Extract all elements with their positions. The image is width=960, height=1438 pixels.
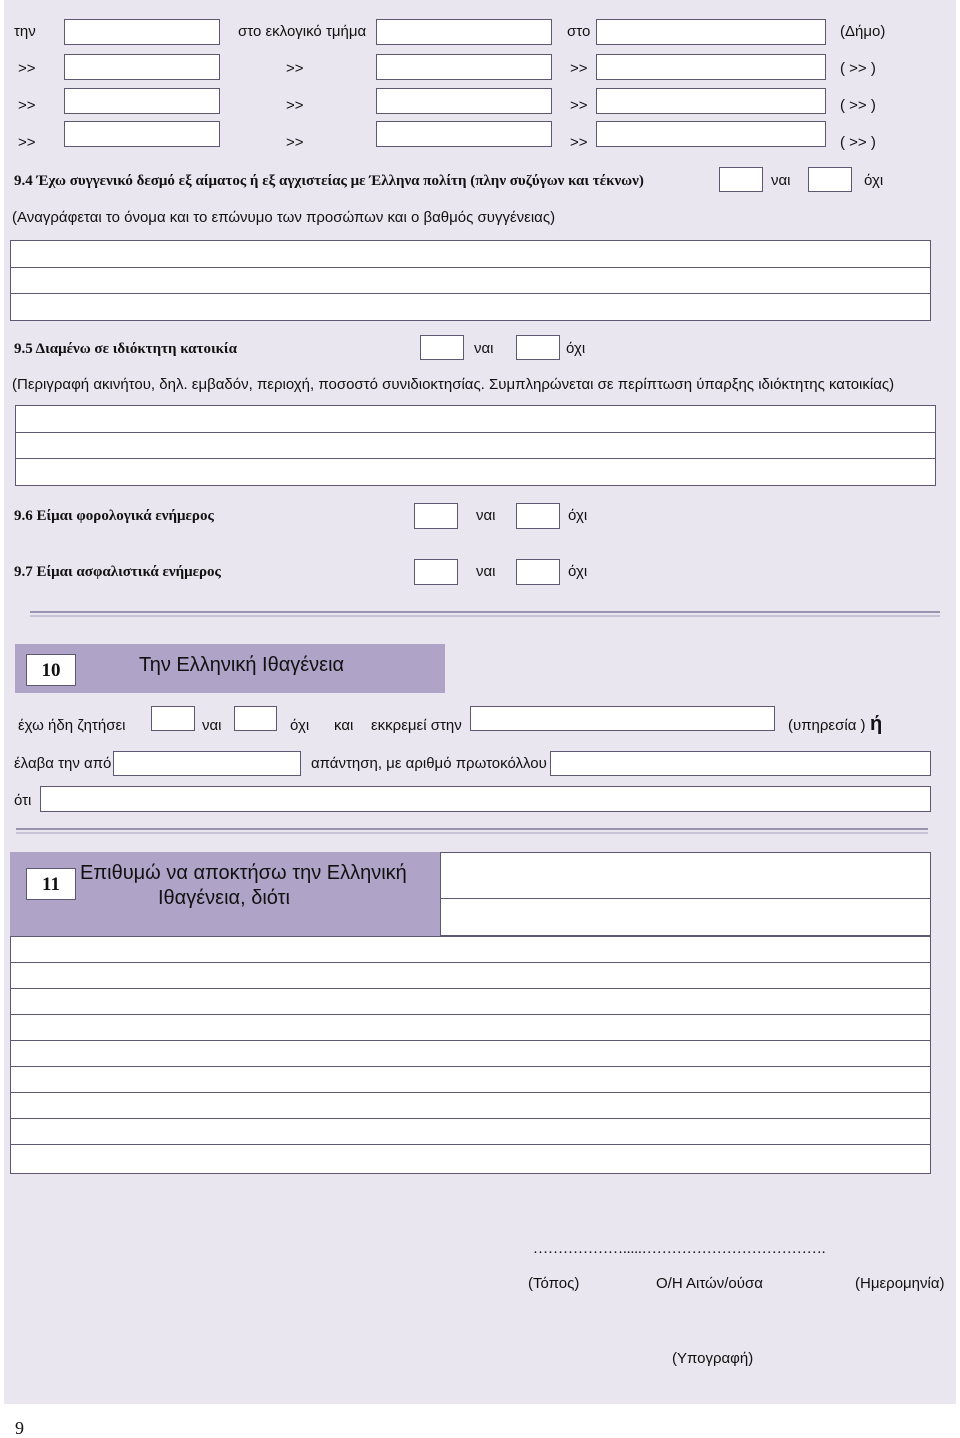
s9-5-no-checkbox[interactable]	[516, 335, 560, 360]
row1-label-2: στο εκλογικό τμήμα	[238, 23, 367, 40]
text-line[interactable]	[11, 1015, 930, 1041]
s10-date-input[interactable]	[113, 751, 301, 776]
text-line[interactable]	[11, 1067, 930, 1093]
row3-label-2: >>	[286, 97, 304, 114]
text-line[interactable]	[11, 1119, 930, 1145]
s9-4-relatives-lines[interactable]	[10, 240, 931, 321]
s10-answer-label: απάντηση, με αριθμό πρωτοκόλλου	[311, 755, 547, 772]
s9-7-label: 9.7 Είμαι ασφαλιστικά ενήμερος	[14, 564, 221, 580]
s10-that-input[interactable]	[40, 786, 931, 812]
text-line[interactable]	[11, 1093, 930, 1119]
row4-label-3: >>	[570, 134, 588, 151]
text-line[interactable]	[11, 1145, 930, 1173]
row4-input-1[interactable]	[64, 121, 220, 147]
s9-6-yes-checkbox[interactable]	[414, 503, 458, 529]
s10-or-label: ή	[870, 713, 883, 735]
text-line[interactable]	[11, 294, 930, 320]
s11-title-line2: Ιθαγένεια, διότι	[158, 887, 290, 909]
row3-label-4: ( >> )	[840, 97, 876, 114]
s10-no-checkbox[interactable]	[234, 706, 277, 731]
s10-asked-label: έχω ήδη ζητήσει	[18, 717, 126, 734]
row4-input-2[interactable]	[376, 121, 552, 147]
text-line[interactable]	[11, 963, 930, 989]
text-line[interactable]	[11, 241, 930, 268]
s9-4-note: (Αναγράφεται το όνομα και το επώνυμο των προσώπων και ο βαθμός συγγένειας)	[12, 209, 556, 226]
s9-4-label: 9.4 Έχω συγγενικό δεσμό εξ αίματος ή εξ αγχιστείας με Έλληνα πολίτη (πλην συζύγων και τέκνων)	[14, 173, 644, 189]
row4-label-4: ( >> )	[840, 134, 876, 151]
s10-received-label: έλαβα την από	[14, 755, 112, 772]
s11-reason-lines[interactable]	[10, 936, 931, 1174]
s9-5-label: 9.5 Διαμένω σε ιδιόκτητη κατοικία	[14, 341, 237, 357]
text-line[interactable]	[16, 433, 935, 459]
text-line[interactable]	[11, 268, 930, 294]
s10-service-label: (υπηρεσία )	[788, 717, 866, 734]
row3-label-1: >>	[18, 97, 36, 114]
row4-label-2: >>	[286, 134, 304, 151]
s9-5-no-label: όχι	[566, 340, 586, 357]
row2-label-1: >>	[18, 60, 36, 77]
s9-6-no-label: όχι	[568, 507, 588, 524]
section-divider	[16, 828, 928, 834]
s9-6-label: 9.6 Είμαι φορολογικά ενήμερος	[14, 508, 214, 524]
section-divider	[30, 611, 940, 617]
s10-yes-checkbox[interactable]	[151, 706, 195, 731]
row2-input-2[interactable]	[376, 54, 552, 80]
text-line[interactable]	[441, 899, 930, 935]
row1-input-1[interactable]	[64, 19, 220, 45]
row4-input-3[interactable]	[596, 121, 826, 147]
row1-input-2[interactable]	[376, 19, 552, 45]
signature-dots: ……………….....……………………………….	[533, 1241, 826, 1257]
row2-label-4: ( >> )	[840, 60, 876, 77]
text-line[interactable]	[11, 1041, 930, 1067]
row4-label-1: >>	[18, 134, 36, 151]
s10-yes-label: ναι	[202, 717, 222, 734]
place-label: (Τόπος)	[528, 1275, 580, 1292]
s9-4-no-label: όχι	[864, 172, 884, 189]
row3-label-3: >>	[570, 97, 588, 114]
text-line[interactable]	[11, 989, 930, 1015]
applicant-label: Ο/Η Αιτών/ούσα	[656, 1275, 763, 1292]
s10-number: 10	[26, 654, 76, 686]
s11-reason-lines-top[interactable]	[440, 852, 931, 936]
text-line[interactable]	[16, 459, 935, 485]
s9-6-yes-label: ναι	[476, 507, 496, 524]
s9-4-yes-checkbox[interactable]	[719, 167, 763, 192]
signature-label: (Υπογραφή)	[672, 1350, 754, 1367]
s9-6-no-checkbox[interactable]	[516, 503, 560, 529]
row1-label-4: (Δήμο)	[840, 23, 886, 40]
s9-7-no-label: όχι	[568, 563, 588, 580]
row2-label-2: >>	[286, 60, 304, 77]
s9-7-yes-label: ναι	[476, 563, 496, 580]
s9-7-yes-checkbox[interactable]	[414, 559, 458, 585]
s10-and-label: και	[334, 717, 354, 734]
s10-pending-label: εκκρεμεί στην	[371, 717, 462, 734]
s10-that-label: ότι	[14, 792, 32, 809]
row2-input-3[interactable]	[596, 54, 826, 80]
row3-input-2[interactable]	[376, 88, 552, 114]
row2-label-3: >>	[570, 60, 588, 77]
s9-4-yes-label: ναι	[771, 172, 791, 189]
row3-input-3[interactable]	[596, 88, 826, 114]
s10-no-label: όχι	[290, 717, 310, 734]
row1-label-3: στο	[567, 23, 591, 40]
s11-number: 11	[26, 868, 76, 900]
s9-4-no-checkbox[interactable]	[808, 167, 852, 192]
text-line[interactable]	[16, 406, 935, 433]
page-number: 9	[15, 1418, 24, 1438]
s9-5-property-lines[interactable]	[15, 405, 936, 486]
s9-5-note: (Περιγραφή ακινήτου, δηλ. εμβαδόν, περιοχή, ποσοστό συνιδιοκτησίας. Συμπληρώνεται σε περίπτωση ύπαρξης ιδιόκτητης κατοικίας)	[12, 376, 895, 393]
text-line[interactable]	[441, 853, 930, 899]
s10-title: Την Ελληνική Ιθαγένεια	[139, 654, 345, 676]
row1-label-1: την	[14, 23, 36, 40]
s9-5-yes-checkbox[interactable]	[420, 335, 464, 360]
date-label: (Ημερομηνία)	[855, 1275, 945, 1292]
s11-title-line1: Επιθυμώ να αποκτήσω την Ελληνική	[80, 862, 407, 884]
s10-service-input[interactable]	[470, 706, 775, 731]
s9-7-no-checkbox[interactable]	[516, 559, 560, 585]
row2-input-1[interactable]	[64, 54, 220, 80]
text-line[interactable]	[11, 937, 930, 963]
row3-input-1[interactable]	[64, 88, 220, 114]
row1-input-3[interactable]	[596, 19, 826, 45]
s9-5-yes-label: ναι	[474, 340, 494, 357]
s10-protocol-input[interactable]	[550, 751, 931, 776]
